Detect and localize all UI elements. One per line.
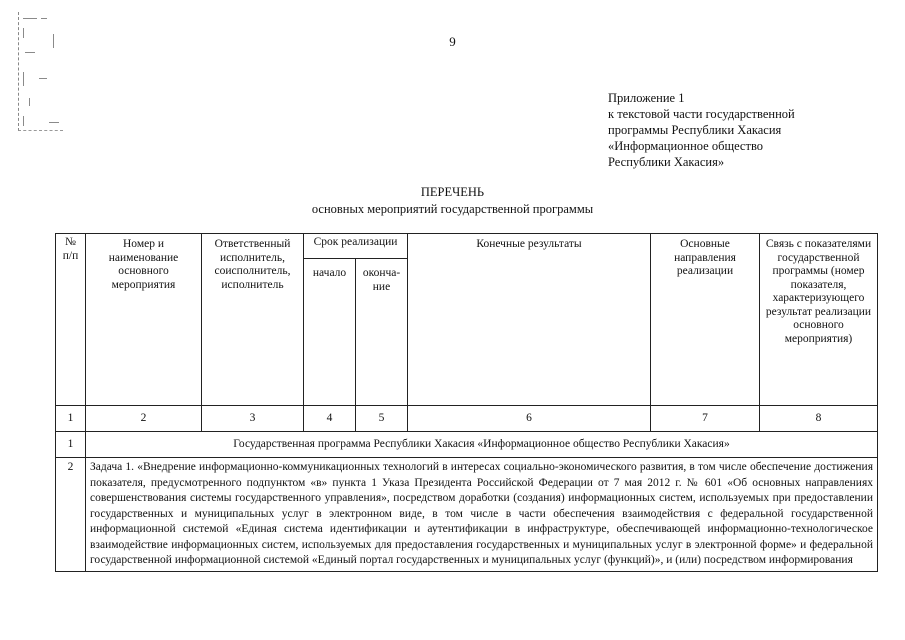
program-title-cell: Государственная программа Республики Хакасия «Информационное общество Республики Хакасия» [86,432,878,458]
title-main: ПЕРЕЧЕНЬ [420,185,485,199]
header-results: Конечные результаты [408,234,651,406]
task-description-cell: Задача 1. «Внедрение информационно-коммуникационных технологий в интересах социально-экономического развития, в том числе обеспечение достижения показателя, предусмотренного подпунктом «в» пункта 1 Указа Президента Российской Федерации от 7 мая 2012 г. № 601 «Об основных направлениях совершенствования системы государственного управления», посредством доработки (создания) информационных систем, используемых при предоставлении государственных и муниципальных услуг в электронном виде, в том числе в части обеспечения взаимодействия с федеральной государственной информационной системой «Единая система идентификации и аутентификации в инфраструктуре, обеспечивающей информационно-технологическое взаимодействие информационных систем, используемых для предоставления государственных и муниципальных услуг в электронной форме» и федеральной государственной информационной системой «Единый портал государственных и муниципальных услуг (функций)», и (или) посредством информирования [86,458,878,572]
appendix-line: Республики Хакасия» [608,155,725,169]
column-number: 6 [408,406,651,432]
column-number: 7 [651,406,760,432]
header-num: № п/п [56,234,86,406]
page-number: 9 [449,34,456,49]
column-number: 3 [202,406,304,432]
column-number: 8 [760,406,878,432]
appendix-line: Приложение 1 [608,91,685,105]
document-title [0,184,905,218]
column-number-row [56,406,878,432]
header-link: Связь с показателями государственной программы (номер показателя, характеризующего результат реализации основного мероприятия) [760,234,878,406]
table-header-row [56,234,878,259]
column-number: 5 [356,406,408,432]
column-number: 1 [56,406,86,432]
appendix-line: «Информационное общество [608,139,764,153]
header-period: Срок реализации [304,234,408,259]
table-row [56,458,878,572]
events-table [55,233,878,572]
row-id: 1 [56,432,86,458]
row-id: 2 [56,458,86,572]
header-directions: Основные направления реализации [651,234,760,406]
table-row [56,432,878,458]
archive-stamp-mark [18,12,63,131]
header-name: Номер и наименование основного мероприятия [86,234,202,406]
title-sub: основных мероприятий государственной программы [311,202,594,216]
appendix-heading [608,90,868,170]
appendix-line: программы Республики Хакасия [608,123,782,137]
header-executor: Ответственный исполнитель, соисполнитель, исполнитель [202,234,304,406]
header-end: оконча-ние [356,259,408,406]
header-start: начало [304,259,356,406]
column-number: 2 [86,406,202,432]
column-number: 4 [304,406,356,432]
appendix-line: к текстовой части государственной [608,107,795,121]
